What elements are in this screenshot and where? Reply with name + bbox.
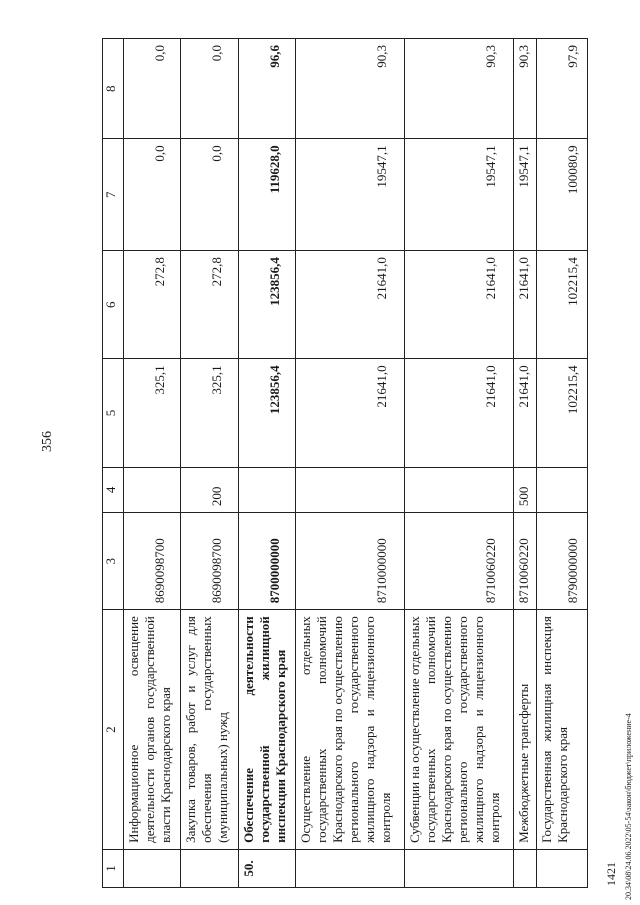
- row-value-5: 21641,0: [405, 359, 514, 467]
- row-value-5: 325,1: [181, 359, 238, 467]
- row-expense-type: [124, 467, 181, 513]
- header-col-5: 5: [103, 359, 124, 467]
- row-value-7: 19547,1: [514, 139, 537, 251]
- row-value-5: 102215,4: [537, 359, 588, 467]
- row-description: Информационное освещение деятельности органов государственной власти Краснодарского края: [124, 610, 181, 850]
- row-number: [537, 849, 588, 887]
- row-number: [124, 849, 181, 887]
- header-col-2: 2: [103, 610, 124, 850]
- row-value-8: 90,3: [405, 39, 514, 139]
- row-expense-type: 500: [514, 467, 537, 513]
- row-value-6: 272,8: [181, 251, 238, 359]
- row-code: 8710060220: [514, 513, 537, 610]
- table-row: [295, 39, 404, 888]
- row-code: 8690098700: [124, 513, 181, 610]
- row-value-6: 123856,4: [238, 251, 295, 359]
- row-description: Закупка товаров, работ и услуг для обеспечения государственных (муниципальных) нужд: [181, 610, 238, 850]
- row-value-7: 0,0: [124, 139, 181, 251]
- row-expense-type: [238, 467, 295, 513]
- row-value-7: 100080,9: [537, 139, 588, 251]
- budget-table: [102, 38, 588, 888]
- header-col-7: 7: [103, 139, 124, 251]
- row-description: Осуществление отдельных государственных полномочий Краснодарского края по осуществлению регионального государственного жилищного надзора и лицензионного контроля: [295, 610, 404, 850]
- header-col-1: 1: [103, 849, 124, 887]
- row-value-8: 90,3: [514, 39, 537, 139]
- budget-table-sheet: [102, 38, 588, 888]
- row-code: 8690098700: [181, 513, 238, 610]
- row-value-5: 325,1: [124, 359, 181, 467]
- row-value-7: 0,0: [181, 139, 238, 251]
- page-number: 356: [40, 431, 55, 452]
- row-number: [405, 849, 514, 887]
- row-code: 8700000000: [238, 513, 295, 610]
- table-row: [537, 39, 588, 888]
- row-number: [295, 849, 404, 887]
- row-expense-type: [295, 467, 404, 513]
- row-expense-type: 200: [181, 467, 238, 513]
- row-value-6: 102215,4: [537, 251, 588, 359]
- table-row: [238, 39, 295, 888]
- row-description: Межбюджетные трансферты: [514, 610, 537, 850]
- table-header-row: [103, 39, 124, 888]
- header-col-6: 6: [103, 251, 124, 359]
- header-col-3: 3: [103, 513, 124, 610]
- row-description: Обеспечение деятельности государственной жилищной инспекции Краснодарского края: [238, 610, 295, 850]
- header-col-8: 8: [103, 39, 124, 139]
- row-code: 8710060220: [405, 513, 514, 610]
- row-value-7: 19547,1: [295, 139, 404, 251]
- row-value-6: 21641,0: [514, 251, 537, 359]
- row-number: [181, 849, 238, 887]
- row-number: 50.: [238, 849, 295, 887]
- table-row: [181, 39, 238, 888]
- row-expense-type: [537, 467, 588, 513]
- row-value-8: 0,0: [181, 39, 238, 139]
- row-value-5: 21641,0: [514, 359, 537, 467]
- row-code: 8710000000: [295, 513, 404, 610]
- row-description: Субвенции на осуществление отдельных государственных полномочий Краснодарского края по осуществлению регионального государственного жилищного надзора и лицензионного контроля: [405, 610, 514, 850]
- row-value-8: 97,9: [537, 39, 588, 139]
- file-path-footer: 20.34\08\24.06.2022\05-54\закон\бюджет\приложение-4: [624, 713, 633, 900]
- table-row: [124, 39, 181, 888]
- header-col-4: 4: [103, 467, 124, 513]
- row-value-6: 21641,0: [295, 251, 404, 359]
- row-value-7: 119628,0: [238, 139, 295, 251]
- row-code: 8790000000: [537, 513, 588, 610]
- row-value-8: 96,6: [238, 39, 295, 139]
- row-value-8: 0,0: [124, 39, 181, 139]
- row-expense-type: [405, 467, 514, 513]
- row-description: Государственная жилищная инспекция Краснодарского края: [537, 610, 588, 850]
- row-value-5: 123856,4: [238, 359, 295, 467]
- table-row: [405, 39, 514, 888]
- row-number: [514, 849, 537, 887]
- row-value-6: 21641,0: [405, 251, 514, 359]
- row-value-6: 272,8: [124, 251, 181, 359]
- row-value-8: 90,3: [295, 39, 404, 139]
- row-value-5: 21641,0: [295, 359, 404, 467]
- row-value-7: 19547,1: [405, 139, 514, 251]
- table-row: [514, 39, 537, 888]
- bottom-page-number: 1421: [604, 862, 618, 886]
